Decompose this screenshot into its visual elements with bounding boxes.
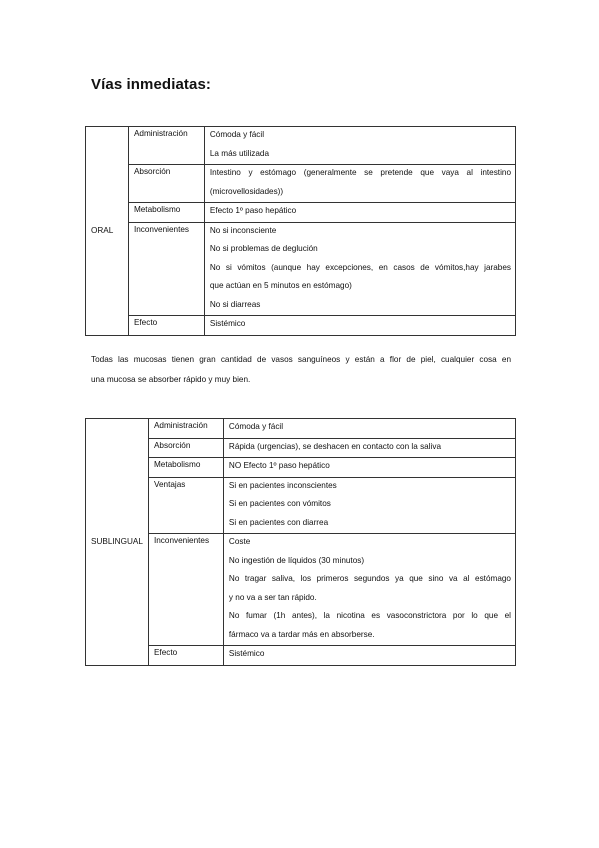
table-row (86, 222, 516, 316)
row-key: Administración (128, 127, 204, 165)
row-key: Inconvenientes (148, 534, 223, 646)
row-value (223, 646, 515, 666)
table-row (86, 458, 516, 478)
value-line: Si en pacientes inconscientes (228, 480, 337, 490)
section-heading: Vías inmediatas: (91, 76, 211, 93)
value-line: fármaco va a tardar más en absorberse. (228, 629, 375, 639)
row-key: Absorción (128, 165, 204, 203)
row-value (204, 165, 515, 203)
value-line: Cómoda y fácil (228, 422, 284, 431)
body-paragraph (91, 350, 511, 389)
value-line: No ingestión de líquidos (30 minutos) (228, 555, 365, 565)
row-key: Absorción (148, 438, 223, 458)
row-value (223, 534, 515, 646)
paragraph-line: una mucosa se absorber rápido y muy bien. (91, 374, 251, 384)
value-line: Rápida (urgencias), se deshacen en contacto con la saliva (228, 441, 441, 451)
table-row (86, 438, 516, 458)
row-key: Metabolismo (128, 203, 204, 223)
route-label: SUBLINGUAL (86, 419, 149, 666)
table-row (86, 646, 516, 666)
value-line: Sistémico (209, 319, 246, 328)
table-row (86, 127, 516, 165)
value-line: NO Efecto 1º paso hepático (228, 461, 330, 470)
row-value (223, 419, 515, 439)
value-line: Cómoda y fácil (209, 130, 265, 139)
row-value (223, 458, 515, 478)
value-line: que actúan en 5 minutos en estómago) (209, 281, 352, 290)
value-line: Si en pacientes con diarrea (228, 517, 329, 527)
row-value (204, 222, 515, 316)
row-value (223, 438, 515, 458)
row-key: Efecto (128, 316, 204, 336)
value-line: No si inconsciente (209, 225, 277, 235)
row-key: Efecto (148, 646, 223, 666)
value-line: y no va a ser tan rápido. (228, 592, 317, 602)
row-key: Inconvenientes (128, 222, 204, 316)
value-line: Coste (228, 537, 251, 546)
paragraph-line: Todas las mucosas tienen gran cantidad de vasos sanguíneos y están a flor de piel, cualquier cosa en (91, 355, 511, 364)
table-row (86, 534, 516, 646)
value-line: No si problemas de deglución (209, 244, 318, 253)
row-value (204, 203, 515, 223)
value-line: La más utilizada (209, 148, 270, 158)
row-value (204, 127, 515, 165)
value-line: No fumar (1h antes), la nicotina es vasoconstrictora por lo que el (228, 611, 511, 620)
value-line: Sistémico (228, 649, 265, 658)
value-line: No si diarreas (209, 299, 261, 309)
value-line: Si en pacientes con vómitos (228, 499, 331, 508)
value-line: No tragar saliva, los primeros segundos ya que sino va al estómago (228, 574, 511, 583)
table-row (86, 477, 516, 534)
route-label: ORAL (86, 127, 129, 336)
value-line: No si vómitos (aunque hay excepciones, en casos de vómitos,hay jarabes (209, 262, 511, 272)
row-value (223, 477, 515, 534)
oral-route-table (85, 126, 516, 336)
value-line: Efecto 1º paso hepático (209, 206, 297, 215)
table-row (86, 419, 516, 439)
table-row (86, 203, 516, 223)
row-value (204, 316, 515, 336)
row-key: Administración (148, 419, 223, 439)
table-row (86, 316, 516, 336)
value-line: Intestino y estómago (generalmente se pretende que vaya al intestino (209, 168, 511, 177)
row-key: Ventajas (148, 477, 223, 534)
sublingual-route-table (85, 418, 516, 666)
row-key: Metabolismo (148, 458, 223, 478)
value-line: (microvellosidades)) (209, 186, 284, 196)
table-row (86, 165, 516, 203)
